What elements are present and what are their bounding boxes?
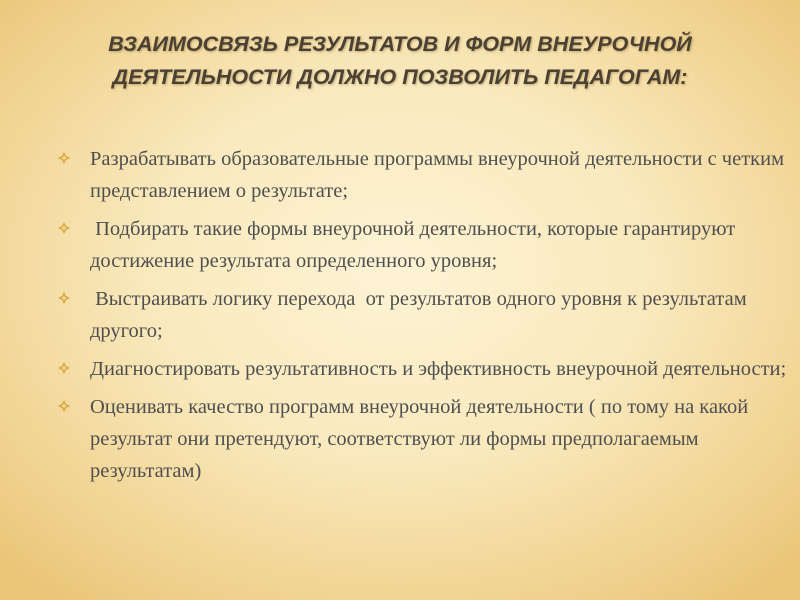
bullet-text: Разрабатывать образовательные программы внеурочной деятельности с четким представлением о результате; (90, 148, 790, 202)
slide-title (30, 28, 770, 94)
bullet-text: Подбирать такие формы внеурочной деятельности, которые гарантируют достижение результата определенного уровня; (90, 218, 741, 272)
bullet-item (58, 213, 793, 277)
bullet-list (58, 143, 793, 493)
bullet-item (58, 143, 793, 207)
diamond-bullet-icon (58, 152, 70, 164)
diamond-bullet-icon (58, 292, 70, 304)
diamond-bullet-icon (58, 400, 70, 412)
diamond-bullet-icon (58, 222, 70, 234)
bullet-item (58, 283, 793, 347)
slide-title-line-1: ВЗАИМОСВЯЗЬ РЕЗУЛЬТАТОВ И ФОРМ ВНЕУРОЧНОЙ (108, 32, 692, 56)
diamond-bullet-icon (58, 362, 70, 374)
bullet-text: Оценивать качество программ внеурочной деятельности ( по тому на какой результат они претендуют, соответствуют ли формы предполагаемым результатам) (90, 396, 754, 482)
bullet-item (58, 391, 793, 487)
bullet-text: Выстраивать логику перехода от результатов одного уровня к результатам другого; (90, 288, 752, 342)
bullet-item (58, 353, 793, 385)
slide-title-line-2: ДЕЯТЕЛЬНОСТИ ДОЛЖНО ПОЗВОЛИТЬ ПЕДАГОГАМ: (112, 65, 688, 89)
bullet-text: Диагностировать результативность и эффективность внеурочной деятельности; (90, 358, 787, 380)
